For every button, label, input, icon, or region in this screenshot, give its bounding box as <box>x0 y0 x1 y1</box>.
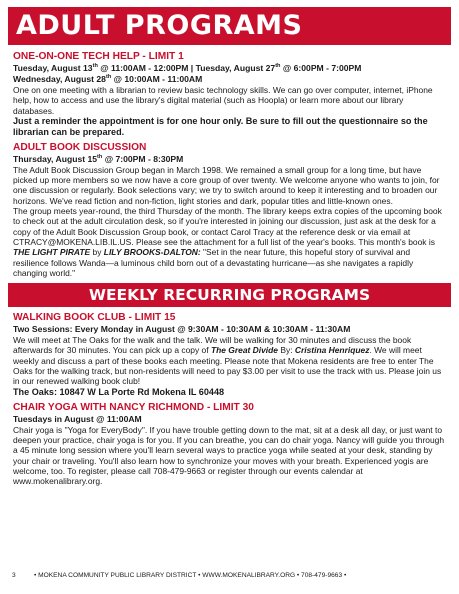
chair-yoga-description: Chair yoga is "Yoga for EveryBody". If you have trouble getting down to the mat, sit at a desk all day, or just want to deepen your practice, chair yoga is for you. If you can breathe, you can do chair yoga. Nancy will guide you through a 45 minute long session where you'll learn several ways to practice yoga while seated at your desk, standing by your chair or traveling. You'll also learn how to synchronize your moves with your breath. Experienced yogis are welcome, too. To register, please call 708-479-9663 or register through our events calendar at www.mokenalibrary.org. <box>13 424 445 487</box>
chair-yoga-date: Tuesdays in August @ 11:00AM <box>13 413 142 424</box>
book-discussion-date: Thursday, August 15th @ 7:00PM - 8:30PM <box>13 153 184 164</box>
book-title: THE LIGHT PIRATE <box>13 247 91 258</box>
book-discussion-title: ADULT BOOK DISCUSSION <box>13 141 147 153</box>
book-discussion-description-2: The group meets year-round, the third Thursday of the month. The library keeps extra copies of the upcoming book to check out at the adult circulation desk, so if you're interested in joining our discussion, just ask at the desk for a copy of the Adult Book Discussion Group book, or contact Carol Tracy at the reference desk or via email at CTRACY@MOKENA.LIB.IL.US. Please see the attachment for a full list of the year's books. This month's book is THE LIGHT PIRATE by LILY BROOKS-DALTON: "Set in the near future, this hopeful story of survival and resilience follows Wanda—a luminous child born out of a devastating hurricane—as she navigates a rapidly changing world." <box>13 206 442 278</box>
walking-book-author: Cristina Henriquez <box>294 345 370 356</box>
page-footer <box>12 571 448 581</box>
page-number: 3 <box>12 572 16 579</box>
tech-help-date-2: Wednesday, August 28th @ 10:00AM - 11:00AM <box>13 74 203 84</box>
footer-text: • MOKENA COMMUNITY PUBLIC LIBRARY DISTRICT • WWW.MOKENALIBRARY.ORG • 708-479-9663 • <box>34 572 347 579</box>
tech-help-description: One on one meeting with a librarian to review basic technology skills. We can go over computer, internet, iPhone help, how to access and use the library's digital material (such as Hoopla) or learn more about our library databases. <box>13 85 433 116</box>
walking-book-club-address: The Oaks: 10847 W La Porte Rd Mokena IL 60448 <box>13 386 225 397</box>
page-banner <box>8 7 451 45</box>
book-discussion-description-1: The Adult Book Discussion Group began in March 1998. We remained a small group for a long time, but have picked up more members so we now have a core group of over twenty. We welcome anyone who wants to join, for one discussion or regularly. Book selections vary; we try to switch around to keep it interesting and to broaden our horizons. We've read fiction and non-fiction, light stories and dark, popular titles and little-known ones. <box>13 164 440 206</box>
tech-help-section <box>13 51 447 138</box>
walking-book-club-title: WALKING BOOK CLUB - LIMIT 15 <box>13 312 176 324</box>
walking-book-club-section <box>13 312 447 397</box>
book-author: LILY BROOKS-DALTON: <box>103 247 201 258</box>
walking-book-club-description: We will meet at The Oaks for the walk and the talk. We will be walking for 30 minutes and discuss the book afterwards for 30 minutes. You can pick up a copy of The Great Divide By: Cristina Henriquez. We will meet weekly and discuss a part of these books each meeting. Please note that Mokena residents are free to enter The Oaks for the walking track, but non-residents will need to pay $3.00 per visit to use the track with us. Please join us in our renewed walking book club! <box>13 335 442 387</box>
chair-yoga-section <box>13 402 447 487</box>
page-title: ADULT PROGRAMS <box>16 10 303 41</box>
weekly-programs-header: WEEKLY RECURRING PROGRAMS <box>8 283 451 307</box>
tech-help-note: Just a reminder the appointment is for one hour only. Be sure to fill out the questionnaire so the librarian can be prepared. <box>13 115 428 137</box>
walking-book-title: The Great Divide <box>210 345 278 356</box>
book-discussion-section <box>13 142 447 278</box>
main-content <box>13 51 447 486</box>
chair-yoga-title: CHAIR YOGA WITH NANCY RICHMOND - LIMIT 30 <box>13 401 254 413</box>
walking-book-club-sessions: Two Sessions: Every Monday in August @ 9:30AM - 10:30AM & 10:30AM - 11:30AM <box>13 324 351 335</box>
tech-help-date-1: Tuesday, August 13th @ 11:00AM - 12:00PM | Tuesday, August 27th @ 6:00PM - 7:00PM <box>13 63 362 73</box>
tech-help-title: ONE-ON-ONE TECH HELP - LIMIT 1 <box>13 51 184 62</box>
